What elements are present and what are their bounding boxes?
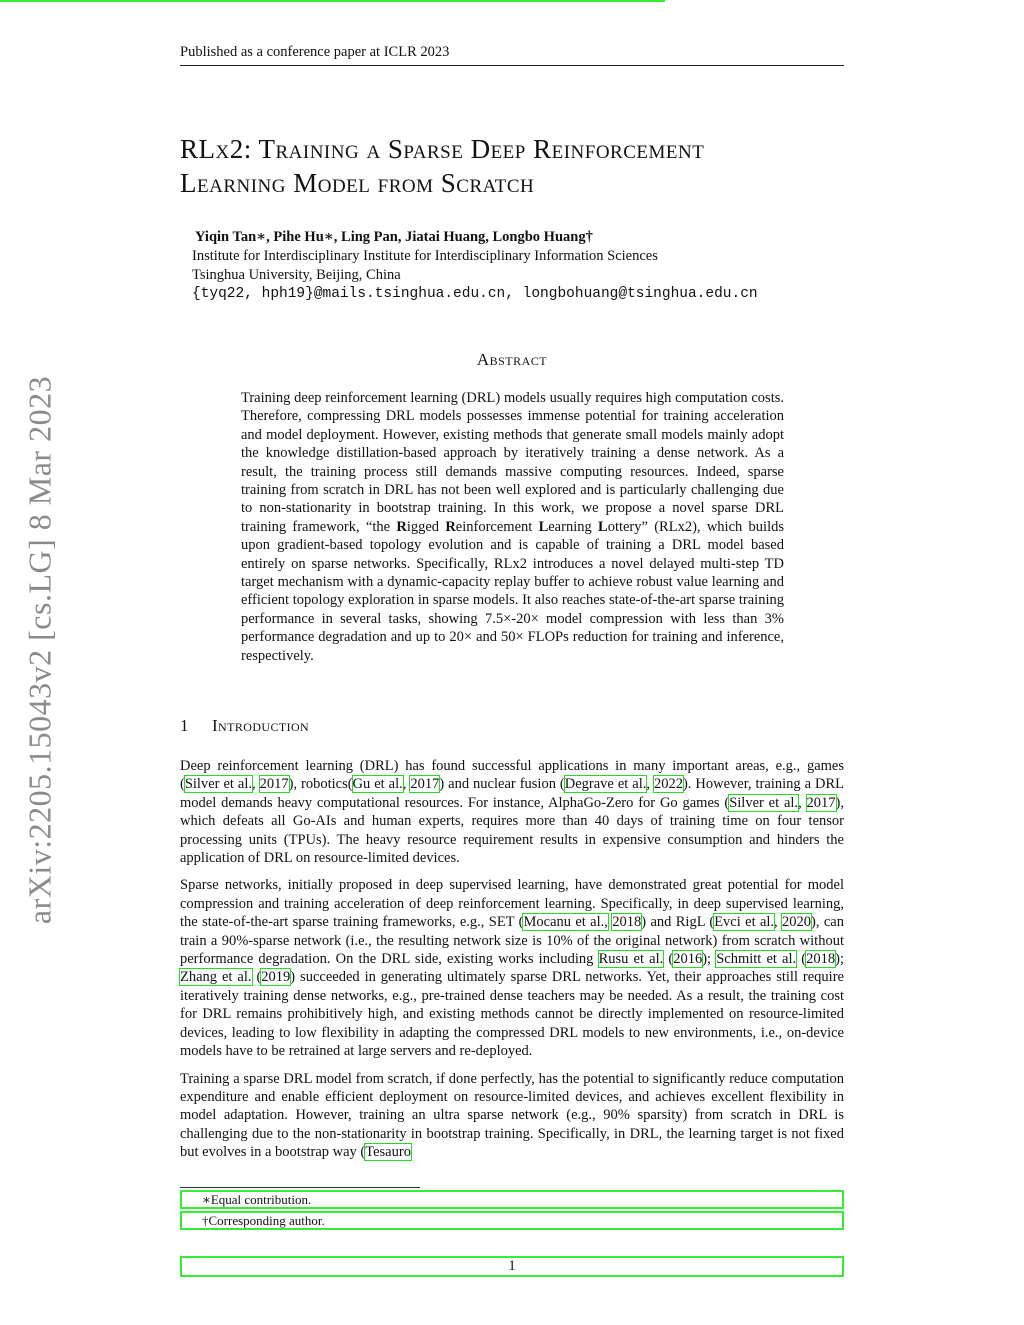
paragraph-text: Sparse networks, initially proposed in deep supervised learning, have demonstrated great potential for model compression and training acceleration of deep reinforcement learning. Specifically, in deep supervised learning, the state-of-the-art sparse training frameworks, e.g., SET ( — [180, 877, 844, 931]
title-line-1: RLx2: Training a Sparse Deep Reinforcement — [180, 134, 705, 164]
citation-year-link[interactable]: 2020 — [782, 914, 812, 931]
citation-link[interactable]: Evci et al. — [714, 914, 775, 931]
paragraph-text: ) and RigL ( — [641, 914, 715, 931]
paragraph-text: ) succeeded in generating ultimately sparse DRL networks. Yet, their approaches still require iteratively training dense networks, e.g., pre-trained dense teachers may be needed. As a result, the training cost for DRL remains prohibitively high, and existing methods cannot be directly implemented on resource-limited devices, leading to low flexibility in adapting the compressed DRL models to new environments, i.e., on-device models have to be retrained at large servers and re-deployed. — [180, 969, 844, 1060]
paragraph-2 — [180, 876, 844, 1060]
arxiv-identifier: arXiv:2205.15043v2 [cs.LG] 8 Mar 2023 — [21, 375, 58, 925]
citation-link[interactable]: Mocanu et al., — [523, 914, 608, 931]
page-number[interactable]: 1 — [180, 1256, 844, 1277]
citation-link[interactable]: Gu et al. — [352, 776, 403, 793]
author-emails: {tyq22, hph19}@mails.tsinghua.edu.cn, longbohuang@tsinghua.edu.cn — [192, 286, 758, 302]
abstract-bold: L — [538, 518, 549, 535]
paragraph-text: Training a sparse DRL model from scratch, if done perfectly, has the potential to significantly reduce computation expenditure and enable efficient deployment on resource-limited devices, and achieves excellent flexibility in model adaptation. However, training an ultra sparse network (e.g., 90% sparsity) from scratch in DRL is challenging due to the non-stationarity in bootstrap training. Specifically, in DRL, the learning target is not fixed but evolves in a bootstrap way ( — [180, 1070, 844, 1161]
citation-year-link[interactable]: 2016 — [673, 951, 703, 968]
abstract-text: Training deep reinforcement learning (DRL) models usually requires high computation costs. Therefore, compressing DRL models possesses immense potential for training acceleration and model deployment. However, existing methods that generate small models mainly adopt the knowledge distillation-based approach by iteratively training a dense network. As a result, the training process still demands massive computing resources. Indeed, sparse training from scratch in DRL has not been well explored and is particularly challenging due to non-stationarity in bootstrap training. In this work, we propose a novel sparse DRL training framework, “the — [241, 390, 784, 535]
title-line-2: Learning Model from Scratch — [180, 168, 535, 198]
arxiv-sidebar — [10, 360, 70, 940]
affiliation-university: Tsinghua University, Beijing, China — [192, 267, 401, 283]
paragraph-text: ); — [702, 951, 717, 968]
paragraph-text: ), which defeats all Go-AIs and human experts, requires more than 40 days of training time on four tensor processing units (TPUs). The heavy resource requirement results in expensive consumption and hinders the application of DRL on resource-limited devices. — [180, 794, 844, 867]
citation-year-link[interactable]: 2017 — [806, 794, 836, 811]
author-names: Yiqin Tan∗, Pihe Hu∗, Ling Pan, Jiatai Huang, Longbo Huang† — [195, 229, 593, 245]
abstract-text: earning — [548, 518, 599, 535]
abstract-text: einforcement — [455, 518, 539, 535]
abstract-text: ottery” (RLx2), which builds upon gradient-based topology evolution and is capable of training a DRL model based entirely on sparse networks. Specifically, RLx2 introduces a novel delayed multi-step TD target mechanism with a dynamic-capacity replay buffer to achieve robust value learning and efficient topology exploration in sparse models. It also reaches state-of-the-art sparse training performance in several tasks, showing 7.5×-20× model compression with less than 3% performance degradation and up to 20× and 50× FLOPs reduction for training and inference, respectively. — [241, 518, 784, 664]
abstract-bold: R — [396, 518, 407, 535]
author-block — [192, 228, 852, 304]
citation-year-link[interactable]: 2017 — [410, 776, 440, 793]
citation-year-link[interactable]: 2022 — [653, 776, 683, 793]
affiliation-institute: Institute for Interdisciplinary Institute for Interdisciplinary Information Sciences — [192, 248, 658, 264]
footnotes — [180, 1190, 844, 1232]
citation-year-link[interactable]: 2019 — [261, 969, 291, 986]
citation-link[interactable]: Tesauro — [365, 1144, 411, 1161]
paragraph-text: ( — [251, 969, 262, 986]
paragraph-text: ( — [663, 951, 674, 968]
citation-link[interactable]: Degrave et al. — [564, 776, 647, 793]
citation-link[interactable]: Zhang et al. — [180, 969, 252, 986]
footnote-rule — [180, 1187, 420, 1188]
section-number: 1 — [180, 716, 189, 735]
introduction-body — [180, 757, 844, 1171]
paragraph-text: , — [646, 776, 654, 793]
paragraph-text: Deep reinforcement learning (DRL) has found successful applications in many important areas, e.g., games ( — [180, 758, 844, 793]
paragraph-text: ). However, training a DRL model demands heavy computational resources. For instance, AlphaGo-Zero for Go games ( — [180, 776, 845, 811]
footnote-equal-contribution[interactable]: ∗Equal contribution. — [180, 1190, 844, 1209]
paragraph-1 — [180, 757, 844, 867]
running-header: Published as a conference paper at ICLR 2023 — [180, 44, 844, 66]
paragraph-text: , — [798, 794, 807, 811]
citation-year-link[interactable]: 2018 — [806, 951, 836, 968]
paragraph-text: , — [251, 776, 260, 793]
paragraph-text: ); — [835, 951, 844, 968]
abstract-heading: Abstract — [476, 350, 548, 369]
paragraph-text: ), robotics( — [288, 776, 353, 793]
paragraph-text: ) and nuclear fusion ( — [439, 776, 565, 793]
section-heading-introduction — [180, 716, 309, 736]
top-annotation-bar — [0, 0, 665, 2]
section-title: Introduction — [212, 716, 310, 735]
citation-link[interactable]: Silver et al. — [729, 794, 799, 811]
abstract-bold: R — [445, 518, 456, 535]
abstract-text: igged — [406, 518, 446, 535]
paragraph-3 — [180, 1070, 844, 1162]
citation-year-link[interactable]: 2017 — [259, 776, 289, 793]
paragraph-text: ( — [796, 951, 807, 968]
paragraph-text: , — [402, 776, 411, 793]
paragraph-text: , — [774, 914, 783, 931]
citation-link[interactable]: Schmitt et al. — [716, 951, 797, 968]
footnote-corresponding-author[interactable]: †Corresponding author. — [180, 1211, 844, 1230]
citation-link[interactable]: Silver et al. — [184, 776, 252, 793]
citation-link[interactable]: Rusu et al. — [598, 951, 664, 968]
abstract-bold: L — [598, 518, 608, 535]
abstract-body — [241, 389, 784, 665]
citation-year-link[interactable]: 2018 — [612, 914, 642, 931]
paragraph-text: ), can train a 90%-sparse network (i.e., the resulting network size is 10% of the original network) from scratch without performance degradation. On the DRL side, existing works including — [180, 914, 844, 968]
paper-title — [180, 132, 860, 200]
